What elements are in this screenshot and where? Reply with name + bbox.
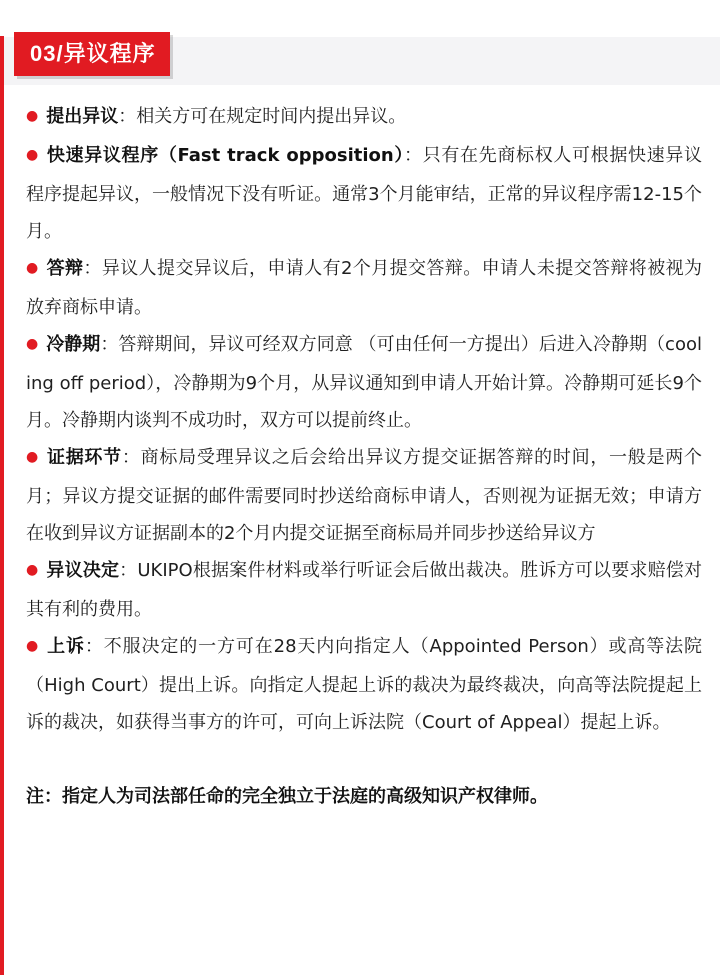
list-item-appeal bbox=[26, 628, 702, 741]
item-body: ：不服决定的一方可在28天内向指定人（Appointed Person）或高等法院（High Court）提出上诉。向指定人提起上诉的裁决为最终裁决，向高等法院提起上诉的裁决，如获得当事方的许可，可向上诉法院（Court of Appeal）提起上诉。 bbox=[26, 636, 703, 733]
list-item-defense bbox=[26, 250, 702, 326]
item-term: 答辩 bbox=[46, 258, 84, 279]
bullet-icon: ● bbox=[26, 449, 39, 465]
bullet-icon: ● bbox=[26, 147, 39, 163]
bullet-icon: ● bbox=[26, 638, 40, 654]
item-term: 冷静期 bbox=[46, 334, 101, 355]
content bbox=[26, 98, 702, 815]
footnote: 注：指定人为司法部任命的完全独立于法庭的高级知识产权律师。 bbox=[26, 786, 548, 807]
item-body: ：商标局受理异议之后会给出异议方提交证据答辩的时间，一般是两个月；异议方提交证据的邮件需要同时抄送给商标申请人，否则视为证据无效；申请方在收到异议方证据副本的2个月内提交证据至商标局并同步抄送给异议方 bbox=[26, 447, 703, 544]
list-item-file-opposition bbox=[26, 98, 702, 137]
item-body: ：异议人提交异议后，申请人有2个月提交答辩。申请人未提交答辩将被视为放弃商标申请。 bbox=[26, 258, 703, 318]
list-item-evidence bbox=[26, 439, 702, 552]
list-item-fast-track bbox=[26, 137, 702, 250]
item-term: 快速异议程序（Fast track opposition） bbox=[46, 145, 405, 166]
list-item-cooling-off bbox=[26, 326, 702, 439]
section-title: 03/异议程序 bbox=[14, 32, 170, 76]
left-accent-rule bbox=[0, 36, 4, 975]
list-item-decision bbox=[26, 552, 702, 628]
item-term: 异议决定 bbox=[46, 560, 120, 581]
item-body: ：UKIPO根据案件材料或举行听证会后做出裁决。胜诉方可以要求赔偿对其有利的费用。 bbox=[26, 560, 702, 620]
item-body: ：答辩期间，异议可经双方同意 （可由任何一方提出）后进入冷静期（cooling off period），冷静期为9个月，从异议通知到申请人开始计算。冷静期可延长9个月。冷静期内谈判不成功时，双方可以提前终止。 bbox=[26, 334, 702, 431]
item-term: 证据环节 bbox=[46, 447, 122, 468]
item-body: ：相关方可在规定时间内提出异议。 bbox=[118, 106, 407, 127]
item-term: 上诉 bbox=[47, 636, 85, 657]
bullet-icon: ● bbox=[26, 260, 39, 276]
bullet-icon: ● bbox=[26, 562, 39, 578]
bullet-icon: ● bbox=[26, 336, 39, 352]
item-term: 提出异议 bbox=[46, 106, 119, 127]
item-body: ：只有在先商标权人可根据快速异议程序提起异议，一般情况下没有听证。通常3个月能审结，正常的异议程序需12-15个月。 bbox=[26, 145, 703, 242]
bullet-icon: ● bbox=[26, 108, 39, 124]
